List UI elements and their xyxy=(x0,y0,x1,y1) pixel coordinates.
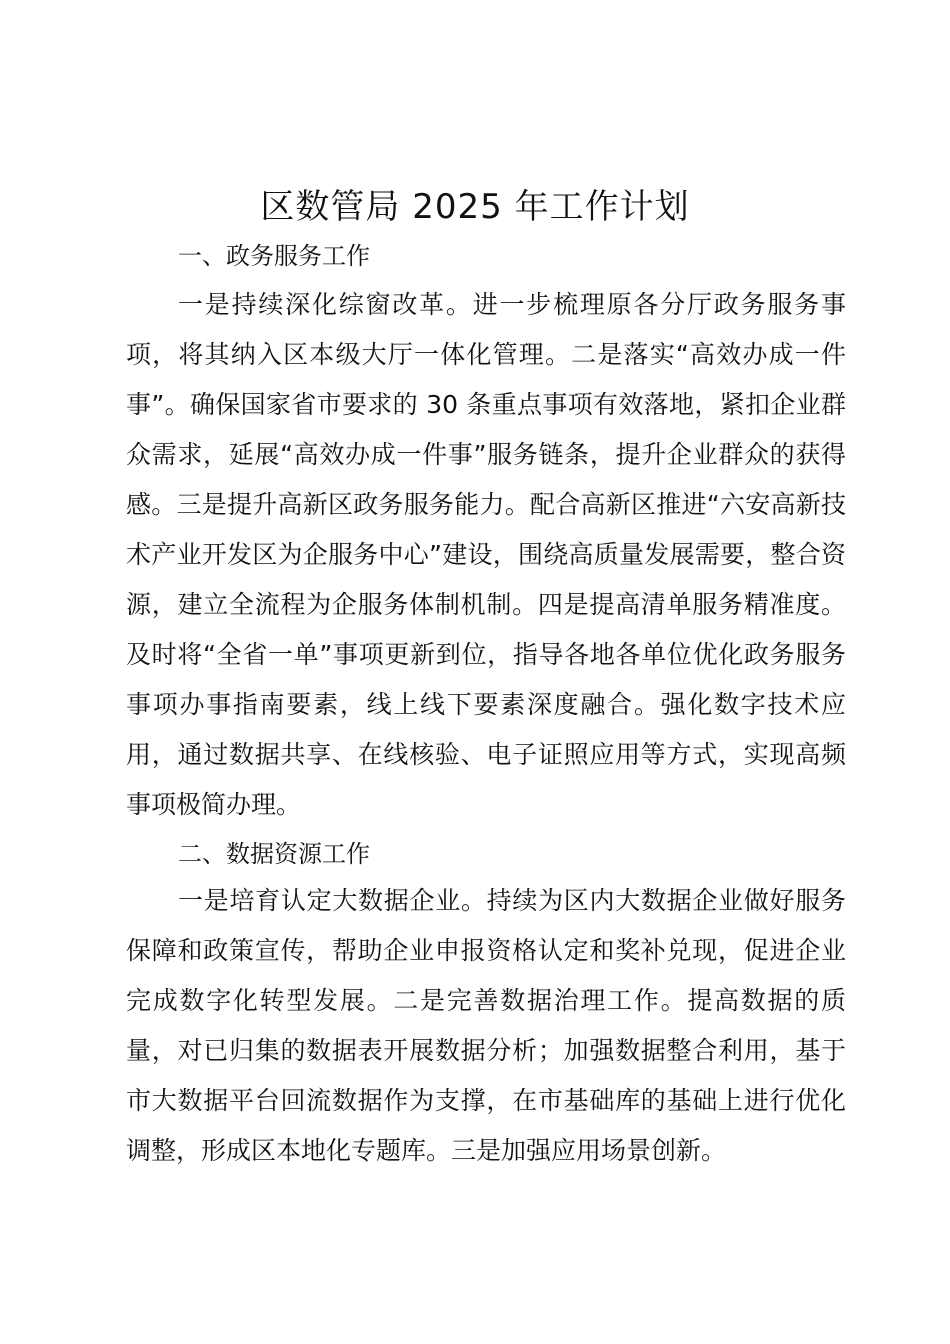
section-body-data-resources: 一是培育认定大数据企业。持续为区内大数据企业做好服务保障和政策宣传，帮助企业申报资格认定和奖补兑现，促进企业完成数字化转型发展。二是完善数据治理工作。提高数据的质量，对已归集的数据表开展数据分析；加强数据整合利用，基于市大数据平台回流数据作为支撑，在市基础库的基础上进行优化调整，形成区本地化专题库。三是加强应用场景创新。 xyxy=(126,886,846,1165)
section-heading-data-resources: 二、数据资源工作 xyxy=(178,840,370,868)
document-title: 区数管局 2025 年工作计划 xyxy=(260,187,690,227)
section-heading-government-services: 一、政务服务工作 xyxy=(178,242,370,270)
section-body-government-services: 一是持续深化综窗改革。进一步梳理原各分厅政务服务事项，将其纳入区本级大厅一体化管理。二是落实“高效办成一件事”。确保国家省市要求的 30 条重点事项有效落地，紧扣企业群众需求，延展“高效办成一件事”服务链条，提升企业群众的获得感。三是提升高新区政务服务能力。配合高新区推进“六安高新技术产业开发区为企服务中心”建设，围绕高质量发展需要，整合资源，建立全流程为企服务体制机制。四是提高清单服务精准度。及时将“全省一单”事项更新到位，指导各地各单位优化政务服务事项办事指南要素，线上线下要素深度融合。强化数字技术应用，通过数据共享、在线核验、电子证照应用等方式，实现高频事项极简办理。 xyxy=(126,290,846,819)
